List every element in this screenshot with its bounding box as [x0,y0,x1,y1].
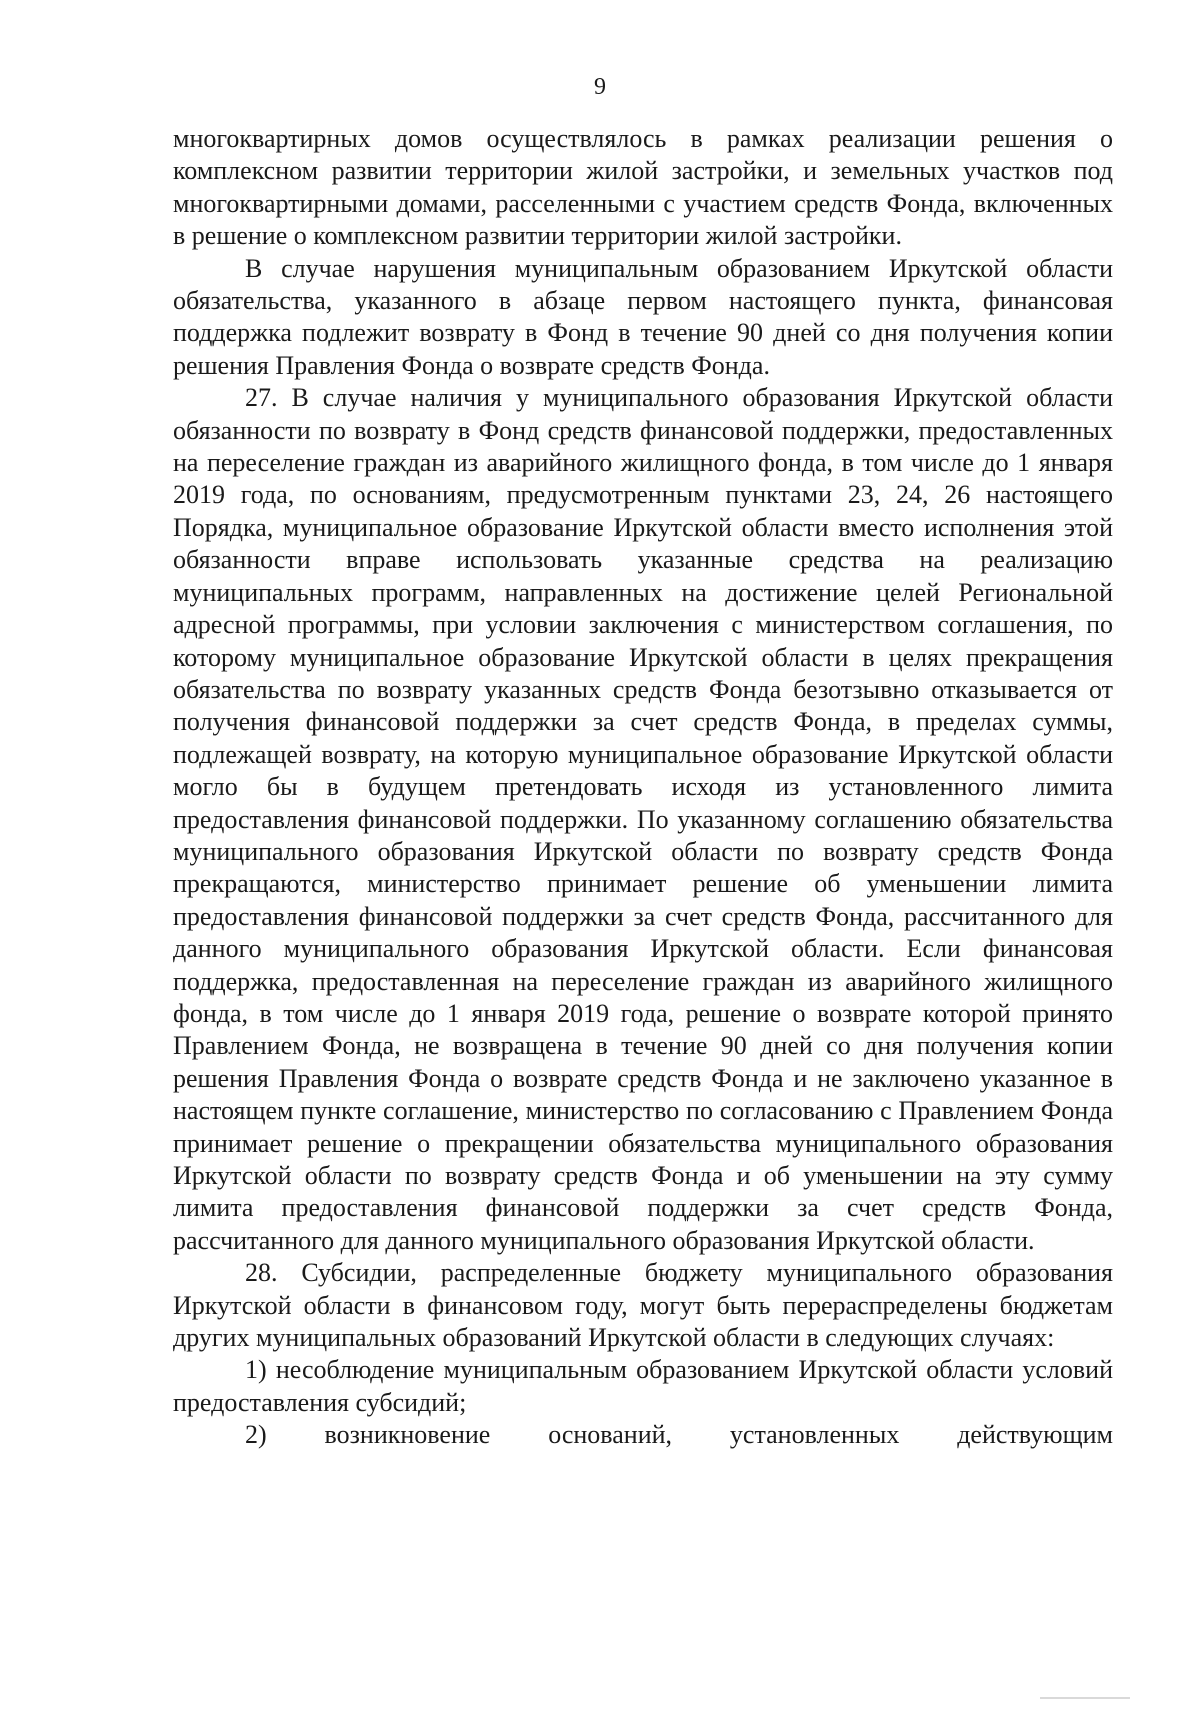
paragraph-item-28-subitem-2: 2) возникновение оснований, установленных действующим [245,1420,1113,1450]
document-body [173,123,1113,1452]
paragraph-continuation: многоквартирных домов осуществлялось в рамках реализации решения о комплексном развитии территории жилой застройки, и земельных участков под многоквартирными домами, расселенными с участием средств Фонда, включенных в решение о комплексном развитии территории жилой застройки. [173,124,1113,251]
paragraph-item-28-subitem-1: 1) несоблюдение муниципальным образованием Иркутской области условий предоставления субсидий; [173,1355,1113,1417]
paragraph-item-27: 27. В случае наличия у муниципального образования Иркутской области обязанности по возврату в Фонд средств финансовой поддержки, предоставленных на переселение граждан из аварийного жилищного фонда, в том числе до 1 января 2019 года, по основаниям, предусмотренным пунктами 23, 24, 26 настоящего Порядка, муниципальное образование Иркутской области вместо исполнения этой обязанности вправе использовать указанные средства на реализацию муниципальных программ, направленных на достижение целей Региональной адресной программы, при условии заключения с министерством соглашения, по которому муниципальное образование Иркутской области в целях прекращения обязательства по возврату указанных средств Фонда безотзывно отказывается от получения финансовой поддержки за счет средств Фонда, в пределах суммы, подлежащей возврату, на которую муниципальное образование Иркутской области могло бы в будущем претендовать исходя из установленного лимита предоставления финансовой поддержки. По указанному соглашению обязательства муниципального образования Иркутской области по возврату средств Фонда прекращаются, министерство принимает решение об уменьшении лимита предоставления финансовой поддержки за счет средств Фонда, рассчитанного для данного муниципального образования Иркутской области. Если финансовая поддержка, предоставленная на переселение граждан из аварийного жилищного фонда, в том числе до 1 января 2019 года, решение о возврате которой принято Правлением Фонда, не возвращена в течение 90 дней со дня получения копии решения Правления Фонда о возврате средств Фонда и не заключено указанное в настоящем пункте соглашение, министерство по согласованию с Правлением Фонда принимает решение о прекращении обязательства муниципального образования Иркутской области по возврату средств Фонда и об уменьшении на эту сумму лимита предоставления финансовой поддержки за счет средств Фонда, рассчитанного для данного муниципального образования Иркутской области. [173,383,1113,1255]
scan-artifact-line [1040,1697,1130,1699]
page-number: 9 [594,74,606,100]
paragraph-violation-refund: В случае нарушения муниципальным образованием Иркутской области обязательства, указанного в абзаце первом настоящего пункта, финансовая поддержка подлежит возврату в Фонд в течение 90 дней со дня получения копии решения Правления Фонда о возврате средств Фонда. [173,253,1113,380]
paragraph-item-28: 28. Субсидии, распределенные бюджету муниципального образования Иркутской области в финансовом году, могут быть перераспределены бюджетам других муниципальных образований Иркутской области в следующих случаях: [173,1258,1113,1353]
